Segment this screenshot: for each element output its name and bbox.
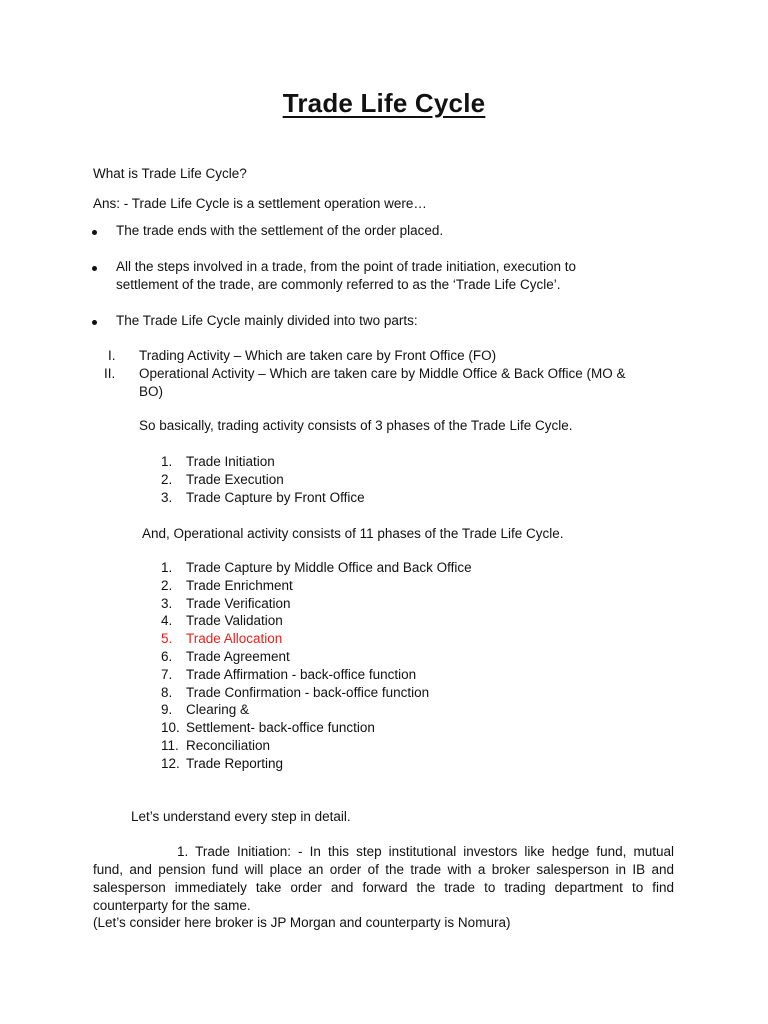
roman-item-1: Trading Activity – Which are taken care by Front Office (FO) xyxy=(139,348,497,363)
list-item: Trade Affirmation - back-office function xyxy=(186,667,417,682)
trading-intro: So basically, trading activity consists of 3 phases of the Trade Life Cycle. xyxy=(139,418,573,433)
operational-intro: And, Operational activity consists of 11 phases of the Trade Life Cycle. xyxy=(142,526,564,541)
page-title: Trade Life Cycle xyxy=(282,88,486,118)
list-marker-highlighted: 5. xyxy=(161,631,173,646)
list-marker: 2. xyxy=(161,472,173,487)
roman-marker-2: II. xyxy=(104,366,116,381)
bullet-item-1: The trade ends with the settlement of the order placed. xyxy=(116,223,444,238)
list-marker: 4. xyxy=(161,613,173,628)
list-marker: 1. xyxy=(161,454,173,469)
list-item: Clearing & xyxy=(186,702,250,717)
list-item: Trade Agreement xyxy=(186,649,290,664)
roman-marker-1: I. xyxy=(108,348,116,363)
list-marker: 10. xyxy=(161,720,180,735)
roman-item-2-line-2: BO) xyxy=(139,384,164,399)
list-item: Trade Capture by Middle Office and Back Office xyxy=(186,560,472,575)
question-text: What is Trade Life Cycle? xyxy=(93,166,247,181)
answer-intro: Ans: - Trade Life Cycle is a settlement operation were… xyxy=(93,196,427,211)
paragraph-line: fund, and pension fund will place an order of the trade with a broker salesperson in IB and xyxy=(93,862,674,877)
list-marker: 3. xyxy=(161,490,173,505)
list-item: Trade Verification xyxy=(186,596,291,611)
list-marker: 12. xyxy=(161,756,180,771)
detail-paragraph xyxy=(93,843,674,915)
list-item-highlighted: Trade Allocation xyxy=(186,631,283,646)
detail-intro: Let’s understand every step in detail. xyxy=(131,809,351,824)
list-item: Trade Confirmation - back-office function xyxy=(186,685,430,700)
list-marker: 3. xyxy=(161,596,173,611)
paragraph-line: 1. Trade Initiation: - In this step institutional investors like hedge fund, mutual xyxy=(177,844,674,859)
roman-item-2-line-1: Operational Activity – Which are taken care by Middle Office & Back Office (MO & xyxy=(139,366,626,381)
bullet-dot-icon xyxy=(92,266,97,271)
list-item: Settlement- back-office function xyxy=(186,720,375,735)
list-marker: 11. xyxy=(161,738,179,753)
list-item: Trade Enrichment xyxy=(186,578,293,593)
bullet-dot-icon xyxy=(92,230,97,235)
bullet-item-2-line-2: settlement of the trade, are commonly referred to as the ‘Trade Life Cycle’. xyxy=(116,277,561,292)
list-marker: 8. xyxy=(161,685,173,700)
list-marker: 2. xyxy=(161,578,173,593)
list-marker: 6. xyxy=(161,649,173,664)
bullet-item-2-line-1: All the steps involved in a trade, from the point of trade initiation, execution to xyxy=(116,259,577,274)
list-item: Trade Initiation xyxy=(186,454,275,469)
list-marker: 9. xyxy=(161,702,173,717)
paragraph-line: counterparty for the same. xyxy=(93,898,251,913)
bullet-dot-icon xyxy=(92,320,97,325)
detail-note: (Let’s consider here broker is JP Morgan and counterparty is Nomura) xyxy=(93,915,511,930)
bullet-item-3: The Trade Life Cycle mainly divided into two parts: xyxy=(116,313,418,328)
list-item: Trade Capture by Front Office xyxy=(186,490,365,505)
paragraph-line: salesperson immediately take order and forward the trade to trading department to find xyxy=(93,880,674,895)
list-item: Trade Execution xyxy=(186,472,284,487)
list-marker: 7. xyxy=(161,667,173,682)
list-marker: 1. xyxy=(161,560,173,575)
list-item: Trade Validation xyxy=(186,613,283,628)
list-item: Reconciliation xyxy=(186,738,271,753)
list-item: Trade Reporting xyxy=(186,756,284,771)
